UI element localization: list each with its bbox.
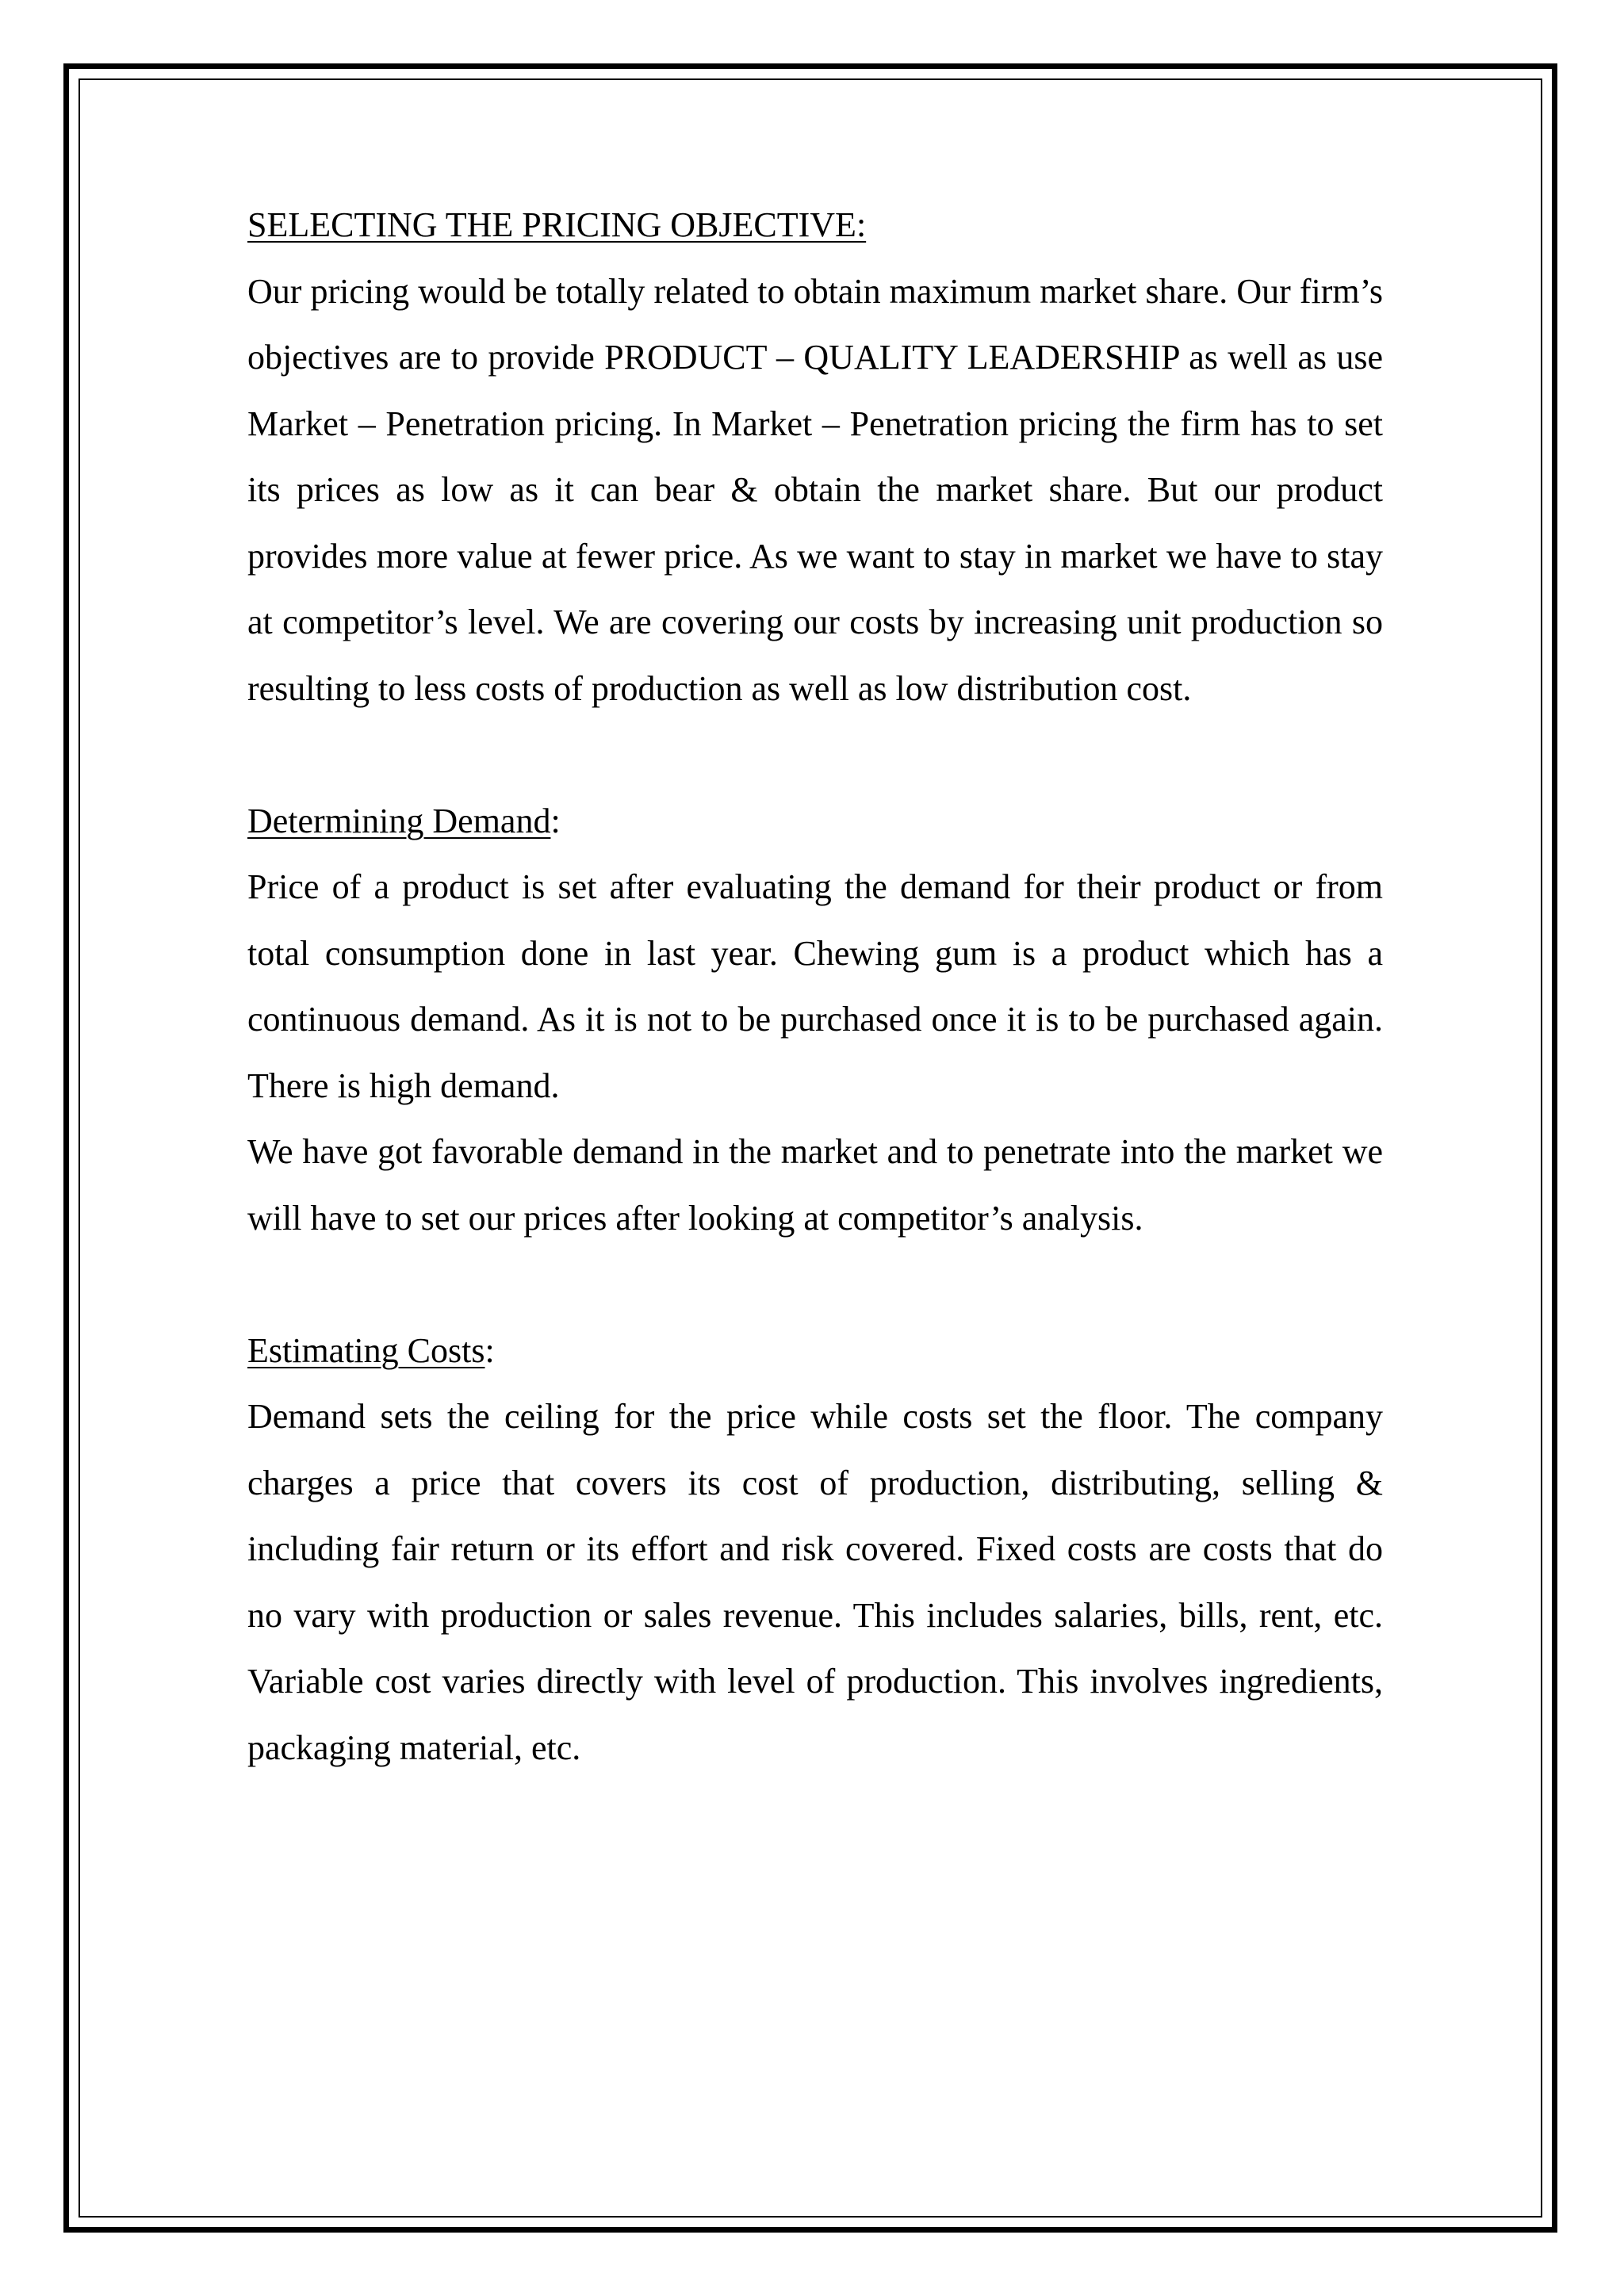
section-paragraph: We have got favorable demand in the market and to penetrate into the market we will have to set our prices after looking at competitor’s analysis. [247,1132,1383,1238]
section-paragraph: Our pricing would be totally related to obtain maximum market share. Our firm’s objectives are to provide PRODUCT – QUALITY LEADERSHIP as well as use Market – Penetration pricing. In Market – Penetration pricing the firm has to set its prices as low as it can bear & obtain the market share. But our product provides more value at fewer price. As we want to stay in market we have to stay at competitor’s level. We are covering our costs by increasing unit production so resulting to less costs of production as well as low distribution cost. [247,271,1383,708]
section-heading-text: SELECTING THE PRICING OBJECTIVE: [247,205,867,244]
section-spacer [247,721,1383,788]
section-heading [247,1318,1383,1384]
section-heading-suffix: : [485,1330,495,1370]
section-heading-text: Estimating Costs [247,1330,485,1370]
section-paragraph: Price of a product is set after evaluating the demand for their product or from total consumption done in last year. Chewing gum is a product which has a continuous demand. As it is not to be purchased once it is to be purchased again. There is high demand. [247,867,1383,1105]
section-determining-demand [247,788,1383,1252]
section-heading-suffix: : [550,801,561,840]
section-paragraph: Demand sets the ceiling for the price while costs set the floor. The company charges a price that covers its cost of production, distributing, selling & including fair return or its effort and risk covered. Fixed costs are costs that do no vary with production or sales revenue. This includes salaries, bills, rent, etc. Variable cost varies directly with level of production. This involves ingredients, packaging material, etc. [247,1397,1383,1767]
section-estimating-costs [247,1318,1383,1781]
section-pricing-objective [247,192,1383,721]
section-heading [247,788,1383,855]
document-body [247,192,1383,1781]
section-heading-text: Determining Demand [247,801,551,840]
section-spacer [247,1251,1383,1318]
section-heading [247,192,1383,258]
